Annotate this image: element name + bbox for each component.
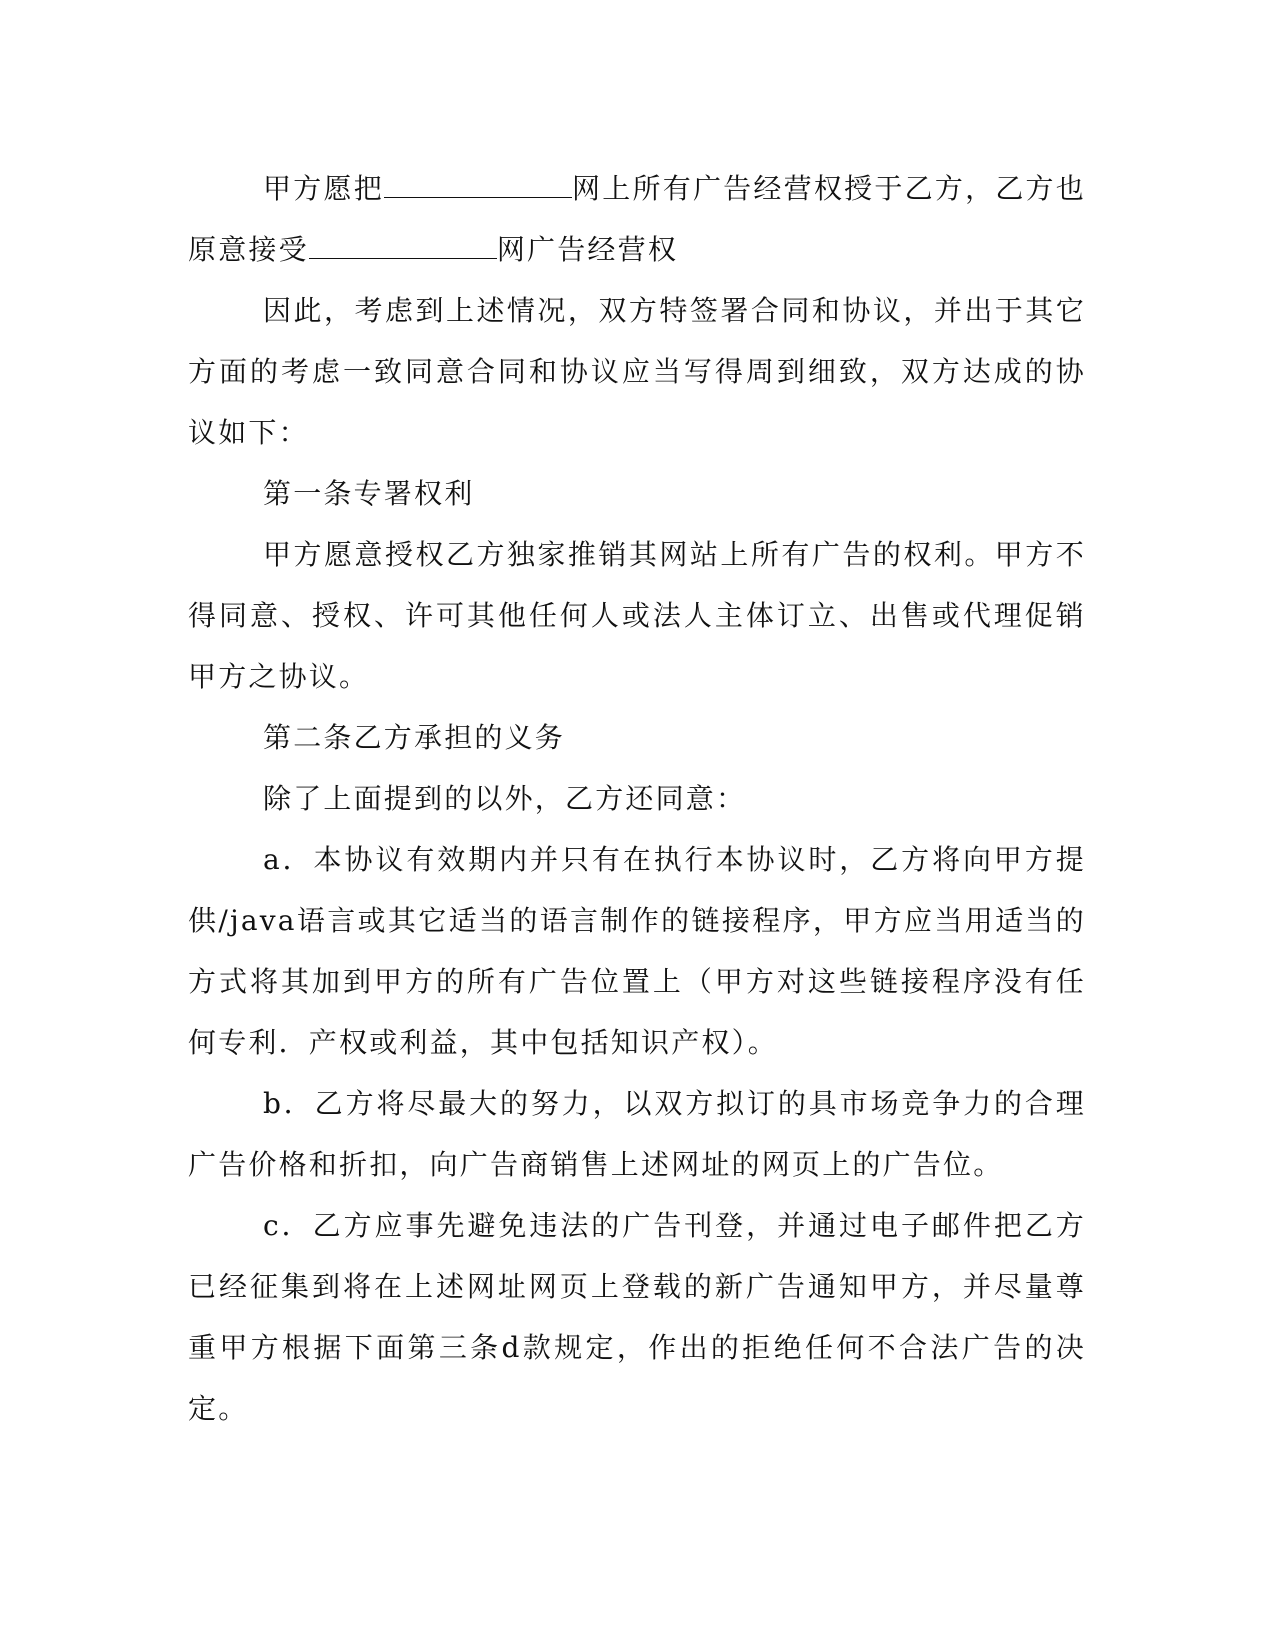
article-2-heading: 第二条乙方承担的义务 xyxy=(263,721,566,754)
article-1-body: 甲方愿意授权乙方独家推销其网站上所有广告的权利。甲方不得同意、授权、许可其他任何人或法人主体订立、出售或代理促销甲方之协议。 xyxy=(188,538,1086,693)
document-body xyxy=(188,158,1086,1439)
article-2-lead: 除了上面提到的以外，乙方还同意： xyxy=(263,782,747,815)
fill-in-blank-2 xyxy=(309,236,497,259)
clause-b: b．乙方将尽最大的努力，以双方拟订的具市场竞争力的合理广告价格和折扣，向广告商销售上述网址的网页上的广告位。 xyxy=(188,1087,1086,1181)
clause-c: c．乙方应事先避免违法的广告刊登，并通过电子邮件把乙方已经征集到将在上述网址网页上登载的新广告通知甲方，并尽量尊重甲方根据下面第三条d款规定，作出的拒绝任何不合法广告的决定。 xyxy=(188,1209,1086,1425)
paragraph-considerations: 因此，考虑到上述情况，双方特签署合同和协议，并出于其它方面的考虑一致同意合同和协议应当写得周到细致，双方达成的协议如下： xyxy=(188,294,1086,449)
intro-text-1: 甲方愿把 xyxy=(263,172,384,205)
intro-text-2: 网上所有广告经营权授于乙方，乙方也原意接受 xyxy=(188,172,1086,266)
intro-paragraph xyxy=(188,158,1086,280)
intro-text-3: 网广告经营权 xyxy=(496,233,679,266)
article-1-heading: 第一条专署权利 xyxy=(263,477,475,510)
fill-in-blank-1 xyxy=(384,175,572,198)
clause-a: a．本协议有效期内并只有在执行本协议时，乙方将向甲方提供/java语言或其它适当的语言制作的链接程序，甲方应当用适当的方式将其加到甲方的所有广告位置上（甲方对这些链接程序没有任何专利．产权或利益，其中包括知识产权）。 xyxy=(188,843,1086,1059)
